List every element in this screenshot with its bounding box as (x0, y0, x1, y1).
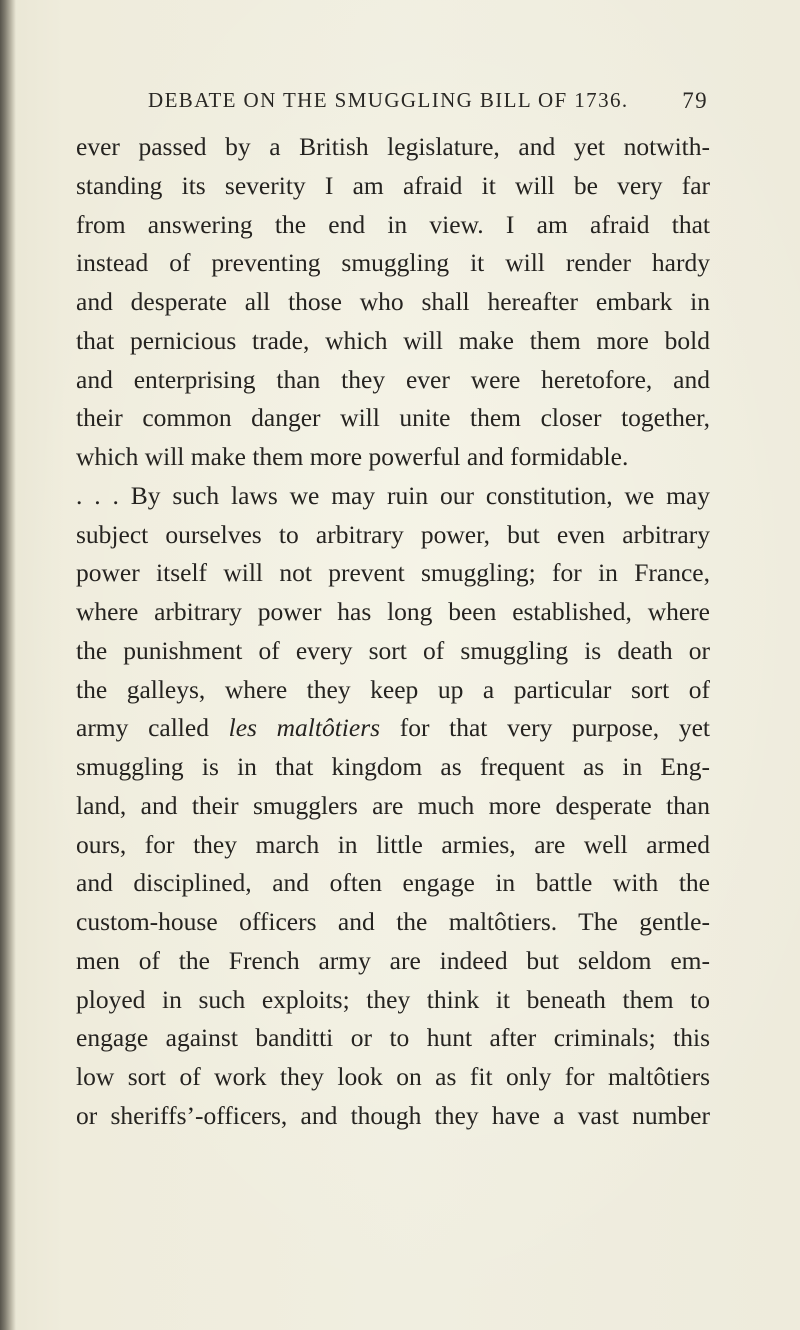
text-run: for that very purpose, yet (380, 713, 710, 743)
text-line: land, and their smugglers are much more desperate than (76, 790, 710, 820)
text-line: smuggling is in that kingdom as frequent as in Eng- (76, 752, 710, 781)
text-line: standing its severity I am afraid it will be very far (76, 170, 710, 200)
text-line: and enterprising than they ever were heretofore, and (76, 364, 710, 394)
italic-term: les maltôtiers (228, 713, 381, 743)
text-line: which will make them more powerful and formidable. (76, 442, 629, 471)
text-line: . . . By such laws we may ruin our constitution, we may (76, 480, 710, 510)
text-line: from answering the end in view. I am afraid that (76, 209, 710, 239)
text-line: power itself will not prevent smuggling; for in France, (76, 558, 710, 588)
running-head (148, 88, 708, 118)
text-line: the galleys, where they keep up a particular sort of (76, 674, 710, 704)
text-line: ployed in such exploits; they think it beneath them to (76, 984, 710, 1014)
text-line: ever passed by a British legislature, and yet notwith- (76, 132, 710, 161)
text-line: ours, for they march in little armies, are well armed (76, 829, 710, 859)
text-line: subject ourselves to arbitrary power, but even arbitrary (76, 519, 710, 549)
running-head-title: DEBATE ON THE SMUGGLING BILL OF 1736. (148, 88, 629, 112)
text-line: or sheriffs’-officers, and though they have a vast number (76, 1100, 710, 1130)
text-run: army called (76, 713, 229, 743)
text-line: that pernicious trade, which will make them more bold (76, 325, 710, 355)
text-line-with-italic (76, 709, 710, 748)
text-line: their common danger will unite them closer together, (76, 403, 710, 433)
page-gutter-shadow (0, 0, 16, 1330)
text-line: where arbitrary power has long been established, where (76, 597, 710, 626)
text-line: the punishment of every sort of smuggling is death or (76, 635, 710, 665)
page-number: 79 (682, 88, 708, 113)
text-line: men of the French army are indeed but seldom em- (76, 945, 710, 975)
text-line: custom-house officers and the maltôtiers. The gentle- (76, 907, 710, 936)
text-line: low sort of work they look on as fit only for maltôtiers (76, 1062, 710, 1091)
text-line: and disciplined, and often engage in battle with the (76, 868, 710, 898)
text-line: instead of preventing smuggling it will render hardy (76, 248, 710, 278)
body-text (76, 128, 710, 1136)
text-line: engage against banditti or to hunt after criminals; this (76, 1023, 710, 1053)
text-line: and desperate all those who shall hereafter embark in (76, 287, 710, 316)
